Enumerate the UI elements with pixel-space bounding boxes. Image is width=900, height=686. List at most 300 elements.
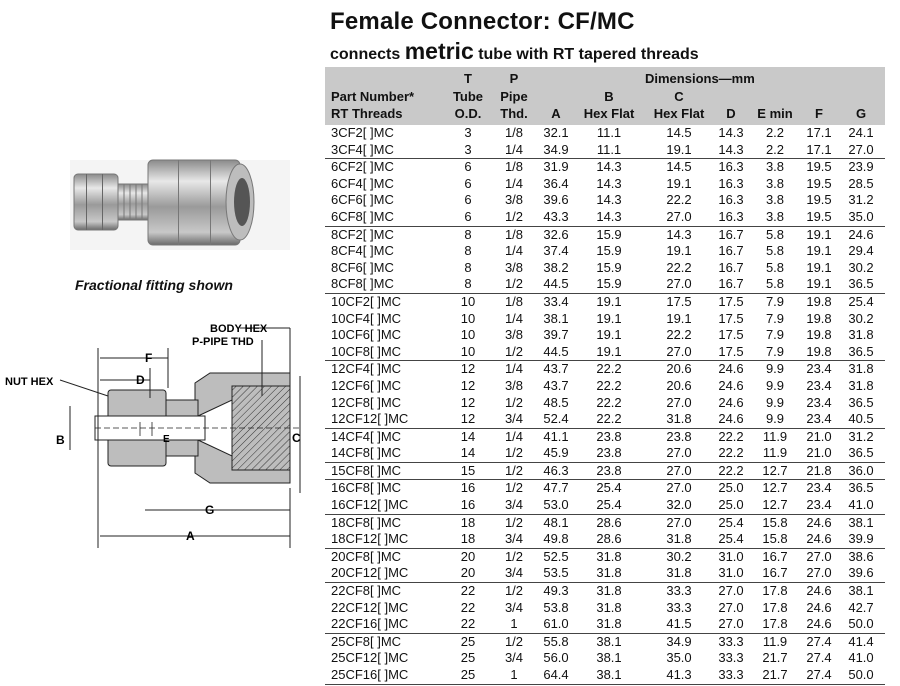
dim-e-cell: 15.8 — [762, 531, 788, 547]
dim-c-cell: 33.3 — [666, 599, 692, 615]
pipe-thread-cell: 1/2 — [504, 583, 524, 599]
dim-f-cell: 24.6 — [806, 531, 832, 547]
dim-f-cell: 21.0 — [806, 428, 832, 444]
dim-e-cell: 21.7 — [762, 667, 788, 682]
tube-od-cell: 25 — [460, 667, 476, 682]
pipe-thread-cell: 1/8 — [504, 125, 524, 140]
part-number-cell: 14CF4[ ]MC — [331, 428, 402, 444]
pipe-thread-cell: 3/4 — [504, 411, 524, 427]
dim-e-label: E — [163, 434, 170, 445]
tube-od-cell: 10 — [460, 293, 476, 309]
dim-e-cell: 2.2 — [765, 141, 785, 157]
part-number-cell: 22CF12[ ]MC — [331, 599, 409, 615]
dim-g-cell: 40.5 — [848, 411, 874, 427]
dim-f-cell: 23.4 — [806, 480, 832, 496]
dim-c-cell: 17.5 — [666, 293, 692, 309]
dim-a-cell: 37.4 — [543, 243, 569, 259]
dim-f-label: F — [145, 351, 153, 365]
dim-c-cell: 27.0 — [666, 445, 692, 461]
dim-f-cell: 19.5 — [806, 159, 832, 175]
dim-b-cell: 31.8 — [596, 548, 622, 564]
dim-a-cell: 49.3 — [543, 583, 569, 599]
header-rt-threads: RT Threads — [331, 106, 403, 121]
dim-e-cell: 11.9 — [762, 633, 788, 649]
table-row — [325, 361, 885, 378]
subtitle-pre: connects — [330, 46, 401, 63]
pipe-thread-cell: 1 — [510, 667, 518, 682]
part-number-cell: 22CF8[ ]MC — [331, 583, 402, 599]
body-hex-label: BODY HEX — [210, 323, 268, 335]
dim-b-cell: 22.2 — [596, 394, 622, 410]
tube-od-cell: 8 — [464, 259, 472, 275]
pipe-thread-cell: 1/4 — [504, 361, 524, 377]
pipe-thread-cell: 1/2 — [504, 445, 524, 461]
dim-d-cell: 25.4 — [718, 514, 744, 530]
pipe-thread-cell: 1/4 — [504, 175, 524, 191]
dim-b-cell: 23.8 — [596, 428, 622, 444]
header-c: C — [674, 89, 684, 104]
dim-d-cell: 14.3 — [718, 125, 744, 140]
tube-od-cell: 8 — [464, 276, 472, 292]
dim-f-cell: 23.4 — [806, 394, 832, 410]
tube-od-cell: 12 — [460, 361, 476, 377]
dim-g-cell: 50.0 — [848, 616, 874, 632]
dim-c-cell: 27.0 — [666, 208, 692, 224]
dim-f-cell: 19.8 — [806, 327, 832, 343]
dim-a-cell: 53.0 — [543, 497, 569, 513]
table-row — [325, 445, 885, 462]
dim-c-cell: 14.5 — [666, 125, 692, 140]
dim-b-cell: 25.4 — [596, 480, 622, 496]
tube-od-cell: 8 — [464, 243, 472, 259]
dim-g-cell: 38.1 — [848, 583, 874, 599]
dim-a-cell: 36.4 — [543, 175, 569, 191]
dim-g-cell: 36.5 — [848, 445, 874, 461]
tube-od-cell: 20 — [460, 565, 476, 581]
dim-d-cell: 27.0 — [718, 616, 744, 632]
dim-c-cell: 31.8 — [666, 531, 692, 547]
table-row — [325, 497, 885, 514]
pipe-thread-cell: 3/8 — [504, 377, 524, 393]
pipe-thread-cell: 3/8 — [504, 259, 524, 275]
dim-d-cell: 25.4 — [718, 531, 744, 547]
dim-b-cell: 19.1 — [596, 293, 622, 309]
dim-b-cell: 22.2 — [596, 361, 622, 377]
dim-e-cell: 7.9 — [765, 327, 785, 343]
tube-od-cell: 16 — [460, 480, 476, 496]
dim-c-cell: 23.8 — [666, 428, 692, 444]
pipe-thread-cell: 1/2 — [504, 514, 524, 530]
dim-d-cell: 31.0 — [718, 548, 744, 564]
photo-caption: Fractional fitting shown — [75, 277, 233, 293]
dim-a-cell: 53.5 — [543, 565, 569, 581]
pipe-thread-cell: 3/4 — [504, 531, 524, 547]
dim-f-cell: 19.1 — [806, 259, 832, 275]
dim-d-cell: 24.6 — [718, 361, 744, 377]
table-row — [325, 549, 885, 566]
dim-d-cell: 16.7 — [718, 276, 744, 292]
tube-od-cell: 20 — [460, 548, 476, 564]
fitting-photo — [50, 140, 290, 265]
dim-c-cell: 34.9 — [666, 633, 692, 649]
part-number-cell: 6CF4[ ]MC — [331, 175, 394, 191]
dim-e-cell: 9.9 — [765, 361, 785, 377]
dim-b-cell: 14.3 — [596, 159, 622, 175]
part-number-cell: 6CF6[ ]MC — [331, 192, 394, 208]
dim-c-cell: 22.2 — [666, 192, 692, 208]
table-row-group — [325, 515, 885, 549]
dim-b-cell: 15.9 — [596, 276, 622, 292]
table-row — [325, 209, 885, 226]
dim-f-cell: 19.5 — [806, 208, 832, 224]
table-row — [325, 159, 885, 176]
dim-g-cell: 38.1 — [848, 514, 874, 530]
table-row-group — [325, 227, 885, 294]
part-number-cell: 12CF8[ ]MC — [331, 394, 402, 410]
table-row — [325, 243, 885, 260]
dim-b-cell: 15.9 — [596, 243, 622, 259]
page-subtitle — [330, 38, 699, 65]
dim-e-cell: 5.8 — [765, 226, 785, 242]
dim-a-cell: 38.1 — [543, 310, 569, 326]
part-number-cell: 10CF6[ ]MC — [331, 327, 402, 343]
dim-f-cell: 19.8 — [806, 343, 832, 359]
pipe-thread-cell: 1/4 — [504, 141, 524, 157]
table-body — [325, 125, 885, 685]
dim-a-cell: 32.1 — [543, 125, 569, 140]
dim-d-cell: 33.3 — [718, 667, 744, 682]
table-row — [325, 531, 885, 548]
dim-e-cell: 21.7 — [762, 650, 788, 666]
dim-e-cell: 7.9 — [765, 310, 785, 326]
tube-od-cell: 6 — [464, 192, 472, 208]
dim-c-cell: 20.6 — [666, 377, 692, 393]
dim-a-cell: 39.6 — [543, 192, 569, 208]
header-a: A — [551, 106, 561, 121]
table-row-group — [325, 583, 885, 634]
table-row — [325, 411, 885, 428]
header-c-hex-flat: Hex Flat — [653, 106, 705, 121]
table-row — [325, 142, 885, 159]
dim-d-cell: 16.7 — [718, 259, 744, 275]
dim-g-cell: 41.4 — [848, 633, 874, 649]
table-row — [325, 344, 885, 361]
page-title: Female Connector: CF/MC — [330, 8, 635, 35]
table-row-group — [325, 125, 885, 159]
dim-g-cell: 39.9 — [848, 531, 874, 547]
dim-b-cell: 38.1 — [596, 667, 622, 682]
tube-od-cell: 10 — [460, 343, 476, 359]
dim-f-cell: 24.6 — [806, 583, 832, 599]
dim-f-cell: 19.1 — [806, 276, 832, 292]
tube-od-cell: 6 — [464, 208, 472, 224]
tube-od-cell: 12 — [460, 377, 476, 393]
dimensions-table — [325, 67, 885, 685]
pipe-thread-cell: 3/8 — [504, 192, 524, 208]
table-row — [325, 616, 885, 633]
dim-c-cell: 41.3 — [666, 667, 692, 682]
dim-b-cell: 31.8 — [596, 565, 622, 581]
table-row — [325, 125, 885, 142]
subtitle-post: tube with RT tapered threads — [478, 46, 699, 63]
dim-d-cell: 33.3 — [718, 650, 744, 666]
pipe-thread-cell: 1/2 — [504, 276, 524, 292]
dim-d-cell: 24.6 — [718, 377, 744, 393]
dim-c-cell: 27.0 — [666, 276, 692, 292]
part-number-cell: 15CF8[ ]MC — [331, 462, 402, 478]
tube-od-cell: 16 — [460, 497, 476, 513]
dim-g-cell: 41.0 — [848, 497, 874, 513]
dim-e-cell: 7.9 — [765, 293, 785, 309]
part-number-cell: 8CF4[ ]MC — [331, 243, 394, 259]
dim-b-cell: 23.8 — [596, 445, 622, 461]
header-tube-t: T — [464, 71, 472, 86]
dim-d-cell: 16.3 — [718, 159, 744, 175]
table-row — [325, 294, 885, 311]
part-number-cell: 25CF12[ ]MC — [331, 650, 409, 666]
part-number-cell: 10CF4[ ]MC — [331, 310, 402, 326]
tube-od-cell: 12 — [460, 394, 476, 410]
part-number-cell: 8CF2[ ]MC — [331, 226, 394, 242]
dim-b-cell: 11.1 — [596, 141, 622, 157]
dim-d-cell: 24.6 — [718, 394, 744, 410]
tube-od-cell: 14 — [460, 445, 476, 461]
tube-od-cell: 3 — [464, 125, 472, 140]
dim-b-cell: 23.8 — [596, 462, 622, 478]
dim-c-cell: 14.5 — [666, 159, 692, 175]
dim-a-cell: 52.4 — [543, 411, 569, 427]
dim-a-cell: 52.5 — [543, 548, 569, 564]
table-row — [325, 583, 885, 600]
dim-d-cell: 16.3 — [718, 175, 744, 191]
dim-f-cell: 23.4 — [806, 361, 832, 377]
nut-hex-label: NUT HEX — [5, 376, 54, 388]
part-number-cell: 22CF16[ ]MC — [331, 616, 409, 632]
dim-f-cell: 21.8 — [806, 462, 832, 478]
dim-a-cell: 49.8 — [543, 531, 569, 547]
header-part-number: Part Number* — [331, 89, 415, 104]
part-number-cell: 6CF8[ ]MC — [331, 208, 394, 224]
dim-b-cell: 14.3 — [596, 175, 622, 191]
table-row-group — [325, 463, 885, 481]
dim-d-cell: 16.3 — [718, 208, 744, 224]
tube-od-cell: 25 — [460, 633, 476, 649]
dim-g-cell: 31.8 — [848, 327, 874, 343]
dim-e-cell: 17.8 — [762, 616, 788, 632]
header-tube: Tube — [452, 89, 484, 104]
dim-d-label: D — [136, 373, 145, 387]
table-row — [325, 429, 885, 446]
header-f: F — [815, 106, 823, 121]
dim-a-cell: 33.4 — [543, 293, 569, 309]
table-row — [325, 378, 885, 395]
subtitle-emphasis: metric — [404, 38, 474, 64]
dim-b-cell: 31.8 — [596, 616, 622, 632]
dim-a-cell: 45.9 — [543, 445, 569, 461]
part-number-cell: 16CF12[ ]MC — [331, 497, 409, 513]
tube-od-cell: 25 — [460, 650, 476, 666]
dim-f-cell: 27.4 — [806, 667, 832, 682]
dim-e-cell: 5.8 — [765, 243, 785, 259]
dim-b-cell: 28.6 — [596, 531, 622, 547]
header-d: D — [726, 106, 736, 121]
dim-g-cell: 35.0 — [848, 208, 874, 224]
part-number-cell: 25CF8[ ]MC — [331, 633, 402, 649]
dim-g-cell: 30.2 — [848, 310, 874, 326]
dim-a-cell: 44.5 — [543, 276, 569, 292]
dim-b-cell: 19.1 — [596, 343, 622, 359]
dim-c-cell: 30.2 — [666, 548, 692, 564]
dim-e-cell: 16.7 — [762, 565, 788, 581]
header-tube-od: O.D. — [454, 106, 482, 121]
dim-d-cell: 16.7 — [718, 226, 744, 242]
dim-a-cell: 55.8 — [543, 633, 569, 649]
dim-g-cell: 27.0 — [848, 141, 874, 157]
dim-c-cell: 41.5 — [666, 616, 692, 632]
dim-f-cell: 24.6 — [806, 514, 832, 530]
pipe-thread-cell: 1/8 — [504, 159, 524, 175]
table-row — [325, 463, 885, 480]
dim-d-cell: 16.3 — [718, 192, 744, 208]
tube-od-cell: 6 — [464, 159, 472, 175]
dim-b-cell: 28.6 — [596, 514, 622, 530]
dim-e-cell: 12.7 — [762, 480, 788, 496]
table-row — [325, 634, 885, 651]
dim-d-cell: 33.3 — [718, 633, 744, 649]
part-number-cell: 12CF6[ ]MC — [331, 377, 402, 393]
dim-d-cell: 22.2 — [718, 462, 744, 478]
dim-g-cell: 36.5 — [848, 276, 874, 292]
part-number-cell: 8CF8[ ]MC — [331, 276, 394, 292]
part-number-cell: 20CF12[ ]MC — [331, 565, 409, 581]
dim-b-label: B — [56, 433, 65, 447]
table-row-group — [325, 549, 885, 583]
dim-c-label: C — [292, 431, 301, 445]
part-number-cell: 10CF8[ ]MC — [331, 343, 402, 359]
dim-g-cell: 29.4 — [848, 243, 874, 259]
dim-f-cell: 27.4 — [806, 633, 832, 649]
dim-c-cell: 35.0 — [666, 650, 692, 666]
dim-e-cell: 3.8 — [765, 175, 785, 191]
table-row — [325, 515, 885, 532]
tube-od-cell: 18 — [460, 514, 476, 530]
part-number-cell: 3CF4[ ]MC — [331, 141, 394, 157]
dim-g-cell: 31.2 — [848, 192, 874, 208]
dim-b-cell: 22.2 — [596, 377, 622, 393]
tube-od-cell: 15 — [460, 462, 476, 478]
dim-d-cell: 25.0 — [718, 480, 744, 496]
dim-c-cell: 14.3 — [666, 226, 692, 242]
tube-od-cell: 8 — [464, 226, 472, 242]
tube-od-cell: 10 — [460, 327, 476, 343]
dim-c-cell: 27.0 — [666, 480, 692, 496]
dim-c-cell: 22.2 — [666, 327, 692, 343]
dim-f-cell: 27.4 — [806, 650, 832, 666]
dim-f-cell: 27.0 — [806, 548, 832, 564]
part-number-cell: 20CF8[ ]MC — [331, 548, 402, 564]
dim-e-cell: 15.8 — [762, 514, 788, 530]
table-row-group — [325, 480, 885, 514]
table-row-group — [325, 294, 885, 361]
dim-b-cell: 25.4 — [596, 497, 622, 513]
dim-g-cell: 36.0 — [848, 462, 874, 478]
pipe-thread-cell: 1 — [510, 616, 518, 632]
dim-g-cell: 42.7 — [848, 599, 874, 615]
dim-b-cell: 38.1 — [596, 633, 622, 649]
tube-od-cell: 6 — [464, 175, 472, 191]
pipe-thread-cell: 1/4 — [504, 243, 524, 259]
dim-b-cell: 15.9 — [596, 259, 622, 275]
table-row — [325, 667, 885, 684]
dim-f-cell: 23.4 — [806, 411, 832, 427]
table-row — [325, 650, 885, 667]
dim-d-cell: 27.0 — [718, 583, 744, 599]
tube-od-cell: 10 — [460, 310, 476, 326]
dim-c-cell: 19.1 — [666, 175, 692, 191]
dim-g-cell: 36.5 — [848, 343, 874, 359]
table-row — [325, 600, 885, 617]
dim-g-cell: 28.5 — [848, 175, 874, 191]
dim-d-cell: 17.5 — [718, 310, 744, 326]
dim-c-cell: 32.0 — [666, 497, 692, 513]
dim-e-cell: 11.9 — [762, 428, 788, 444]
table-row — [325, 192, 885, 209]
part-number-cell: 14CF8[ ]MC — [331, 445, 402, 461]
dim-f-cell: 17.1 — [806, 141, 832, 157]
pipe-thread-cell: 1/2 — [504, 343, 524, 359]
dim-b-cell: 14.3 — [596, 208, 622, 224]
part-number-cell: 25CF16[ ]MC — [331, 667, 409, 682]
dim-a-cell: 56.0 — [543, 650, 569, 666]
dim-a-cell: 53.8 — [543, 599, 569, 615]
table-row — [325, 227, 885, 244]
dim-g-cell: 25.4 — [848, 293, 874, 309]
dim-g-cell: 23.9 — [848, 159, 874, 175]
table-row-group — [325, 159, 885, 226]
tube-od-cell: 18 — [460, 531, 476, 547]
pipe-thread-cell: 3/4 — [504, 650, 524, 666]
dim-b-cell: 22.2 — [596, 411, 622, 427]
dim-a-cell: 43.7 — [543, 361, 569, 377]
dim-c-cell: 20.6 — [666, 361, 692, 377]
part-number-cell: 8CF6[ ]MC — [331, 259, 394, 275]
dim-d-cell: 14.3 — [718, 141, 744, 157]
part-number-cell: 6CF2[ ]MC — [331, 159, 394, 175]
table-row-group — [325, 634, 885, 685]
dim-b-cell: 14.3 — [596, 192, 622, 208]
dim-c-cell: 27.0 — [666, 394, 692, 410]
part-number-cell: 12CF12[ ]MC — [331, 411, 409, 427]
tube-od-cell: 22 — [460, 583, 476, 599]
dim-e-cell: 17.8 — [762, 599, 788, 615]
dim-e-cell: 3.8 — [765, 192, 785, 208]
dim-f-cell: 21.0 — [806, 445, 832, 461]
p-pipe-thd-label: P-PIPE THD — [192, 336, 254, 348]
table-row — [325, 260, 885, 277]
dim-c-cell: 27.0 — [666, 343, 692, 359]
dim-a-cell: 46.3 — [543, 462, 569, 478]
tube-od-cell: 12 — [460, 411, 476, 427]
dim-d-cell: 17.5 — [718, 343, 744, 359]
dim-a-cell: 64.4 — [543, 667, 569, 682]
dim-b-cell: 19.1 — [596, 310, 622, 326]
dim-c-cell: 33.3 — [666, 583, 692, 599]
dim-a-cell: 41.1 — [543, 428, 569, 444]
table-row — [325, 480, 885, 497]
dim-f-cell: 19.1 — [806, 226, 832, 242]
dim-d-cell: 31.0 — [718, 565, 744, 581]
pipe-thread-cell: 1/8 — [504, 293, 524, 309]
